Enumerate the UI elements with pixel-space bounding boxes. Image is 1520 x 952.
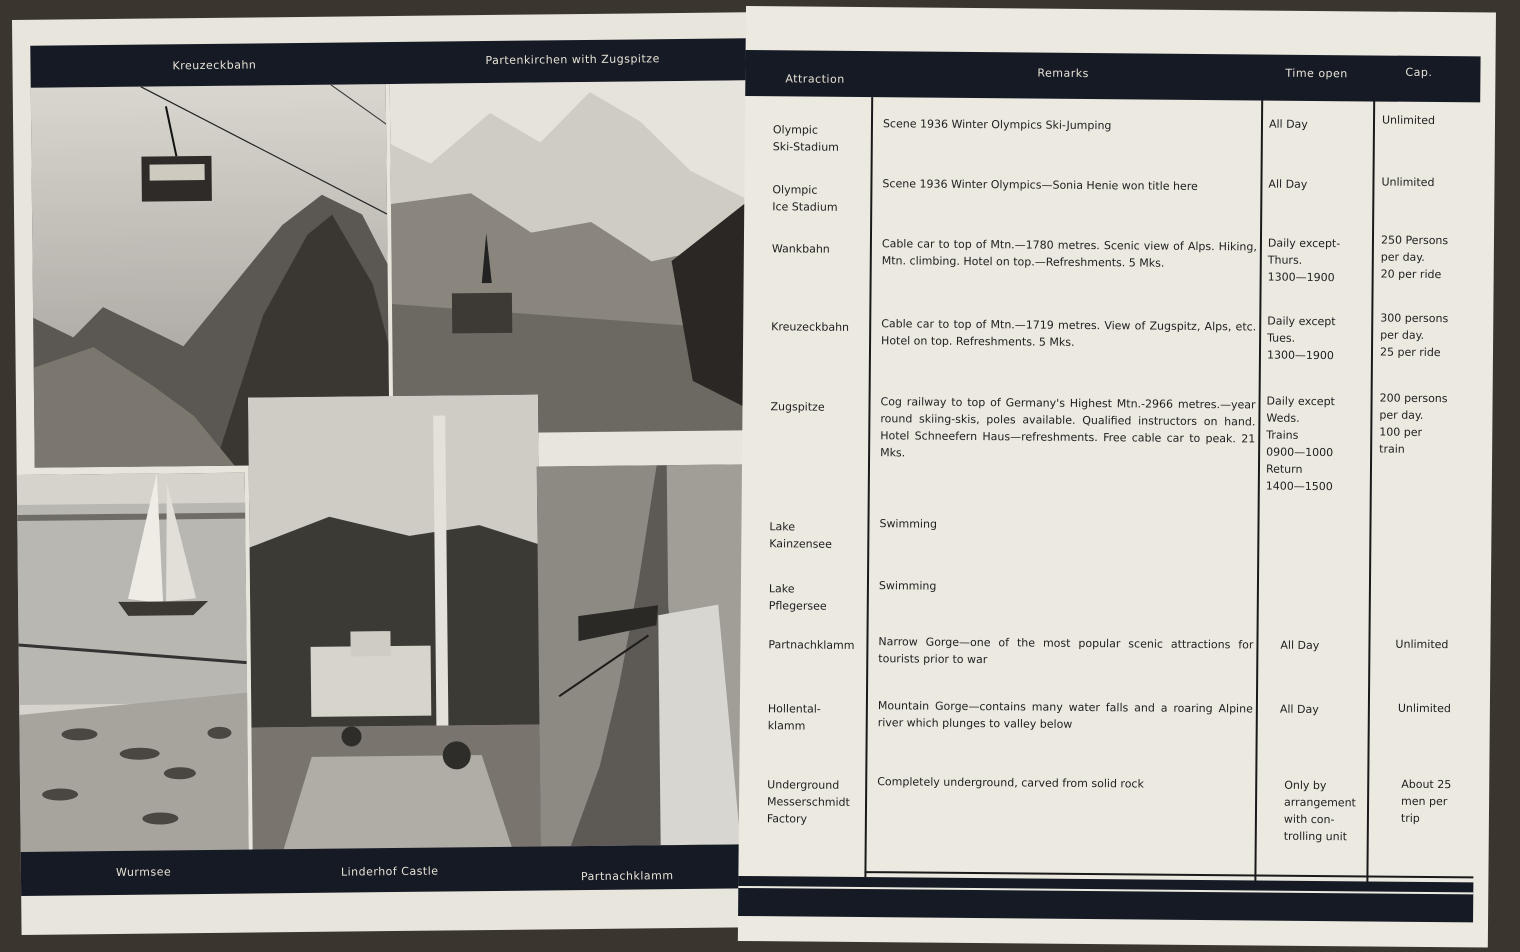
table-bottom-rule <box>864 871 1473 878</box>
row-8-time-open: All Day <box>1280 638 1320 653</box>
bottom-caption-bar <box>21 844 756 896</box>
top-caption-bar <box>30 38 747 88</box>
caption-partenkirchen: Partenkirchen with Zugspitze <box>485 52 660 68</box>
row-4-attraction: Kreuzeckbahn <box>771 320 850 334</box>
row-3-cap: 250 Persons per day. 20 per ride <box>1380 233 1449 282</box>
row-1-cap: Unlimited <box>1381 113 1436 128</box>
row-8-remarks: Narrow Gorge—one of the most popular scenic attractions for tourists prior to war <box>878 635 1254 667</box>
row-3-attraction: Wankbahn <box>771 242 830 256</box>
row-8-attraction: Partnachklamm <box>768 638 855 652</box>
photo-partenkirchen-zugspitze <box>390 80 752 434</box>
row-10-cap: About 25 men per trip <box>1400 777 1452 825</box>
row-9-remarks: Mountain Gorge—contains many water falls and a roaring Alpine river which plunges to valley below <box>877 699 1253 731</box>
row-4-time-open: Daily except Tues. 1300—1900 <box>1266 314 1336 363</box>
row-5-remarks: Cog railway to top of Germany's Highest Mtn.-2966 metres.—year round skiing-skis, poles available. Qualified instructors on hand. Hotel Schneefern Haus—refreshments. Free cable car to peak. 21 Mks. <box>880 395 1256 460</box>
photo-partnachklamm <box>537 464 756 846</box>
row-10-time-open: Only by arrangement with con- trolling unit <box>1283 778 1356 844</box>
row-2-remarks: Scene 1936 Winter Olympics—Sonia Henie won title here <box>882 177 1198 193</box>
caption-wurmsee: Wurmsee <box>115 865 172 879</box>
row-7-remarks: Swimming <box>878 579 937 593</box>
row-4-remarks: Cable car to top of Mtn.—1719 metres. View of Zugspitz, Alps, etc. Hotel on top. Refreshments. 5 Mks. <box>881 317 1257 349</box>
row-8-cap: Unlimited <box>1395 637 1449 652</box>
right-page <box>738 6 1496 948</box>
row-1-attraction: Olympic Ski-Stadium <box>772 123 839 154</box>
row-6-remarks: Swimming <box>879 517 938 531</box>
row-3-time-open: Daily except- Thurs. 1300—1900 <box>1267 236 1341 285</box>
row-10-attraction: Underground Messerschmidt Factory <box>766 778 850 826</box>
header-cap: Cap. <box>1405 65 1433 79</box>
row-5-time-open: Daily except Weds. Trains 0900—1000 Return 1400—1500 <box>1265 394 1335 494</box>
caption-kreuzeckbahn: Kreuzeckbahn <box>172 58 257 73</box>
row-1-time-open: All Day <box>1268 117 1308 131</box>
row-3-remarks: Cable car to top of Mtn.—1780 metres. Scenic view of Alps. Hiking, Mtn. climbing. Hotel on top.—Refreshments. 5 Mks. <box>881 237 1257 270</box>
row-2-attraction: Olympic Ice Stadium <box>772 183 838 214</box>
header-attraction: Attraction <box>785 72 845 86</box>
column-rule <box>1254 100 1262 880</box>
row-9-attraction: Hollental- klamm <box>767 702 821 733</box>
left-page <box>12 12 757 935</box>
header-time-open: Time open <box>1285 66 1348 81</box>
caption-partnachklamm: Partnachklamm <box>580 869 674 884</box>
row-5-attraction: Zugspitze <box>770 400 825 414</box>
column-rule <box>1366 101 1374 881</box>
row-5-cap: 200 persons per day. 100 per train <box>1379 391 1448 456</box>
caption-linderhof-castle: Linderhof Castle <box>340 864 439 879</box>
row-6-attraction: Lake Kainzensee <box>769 520 832 551</box>
row-2-cap: Unlimited <box>1381 175 1435 190</box>
row-1-remarks: Scene 1936 Winter Olympics Ski-Jumping <box>882 117 1112 133</box>
header-remarks: Remarks <box>1037 66 1089 80</box>
row-10-remarks: Completely underground, carved from solid rock <box>877 775 1144 791</box>
photo-linderhof-castle <box>248 395 543 853</box>
table-header-bar <box>745 50 1480 102</box>
photo-wurmsee <box>17 473 249 853</box>
row-4-cap: 300 persons per day. 25 per ride <box>1379 311 1449 360</box>
row-9-cap: Unlimited <box>1397 701 1451 716</box>
bottom-bar <box>738 876 1473 922</box>
row-2-time-open: All Day <box>1268 177 1308 191</box>
row-9-time-open: All Day <box>1279 702 1319 717</box>
row-7-attraction: Lake Pflegersee <box>768 582 827 613</box>
